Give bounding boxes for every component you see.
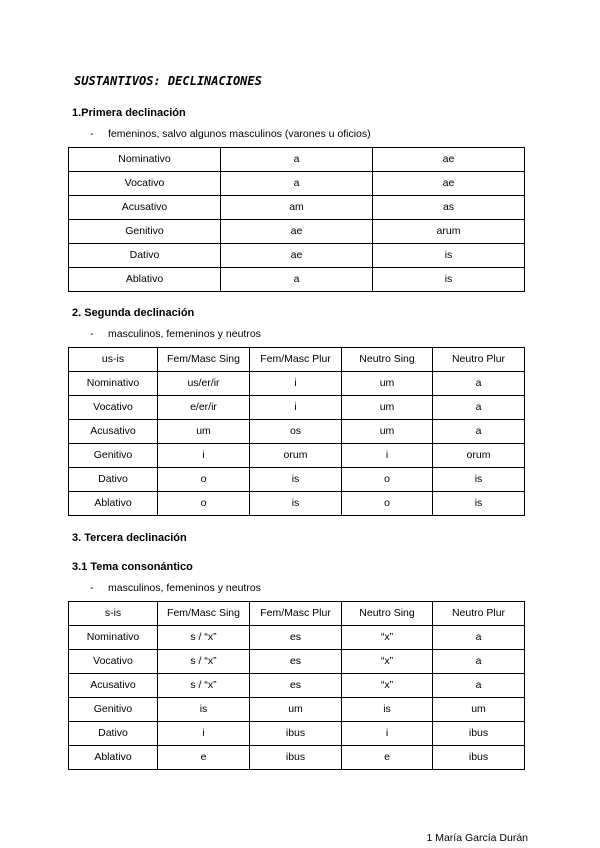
ending-cell: es <box>250 674 342 698</box>
ending-cell: orum <box>433 444 525 468</box>
case-name-cell: Dativo <box>69 244 221 268</box>
ending-cell: is <box>433 468 525 492</box>
column-header: Fem/Masc Sing <box>158 602 250 626</box>
ending-cell: “x” <box>342 626 433 650</box>
ending-cell: i <box>342 722 433 746</box>
ending-cell: es <box>250 626 342 650</box>
ending-cell: is <box>250 468 342 492</box>
table-header-row <box>69 602 525 626</box>
ending-cell: es <box>250 650 342 674</box>
ending-cell: is <box>373 268 525 292</box>
column-header: Fem/Masc Plur <box>250 348 342 372</box>
ending-cell: am <box>221 196 373 220</box>
ending-cell: um <box>342 420 433 444</box>
ending-cell: um <box>342 372 433 396</box>
ending-cell: as <box>373 196 525 220</box>
ending-cell: o <box>158 492 250 516</box>
ending-cell: os <box>250 420 342 444</box>
ending-cell: ae <box>373 172 525 196</box>
table-row <box>69 372 525 396</box>
section-1-note <box>90 128 371 140</box>
ending-cell: “x” <box>342 674 433 698</box>
ending-cell: um <box>158 420 250 444</box>
ending-cell: a <box>433 396 525 420</box>
ending-cell: s / “x” <box>158 674 250 698</box>
ending-cell: “x” <box>342 650 433 674</box>
ending-cell: is <box>158 698 250 722</box>
section-2-heading: 2. Segunda declinación <box>72 307 195 319</box>
ending-cell: us/er/ir <box>158 372 250 396</box>
table-row <box>69 220 525 244</box>
ending-cell: o <box>158 468 250 492</box>
bullet-dash: - <box>90 582 94 594</box>
table-row <box>69 444 525 468</box>
second-declension-table <box>68 347 525 516</box>
ending-cell: e/er/ir <box>158 396 250 420</box>
ending-cell: ibus <box>433 746 525 770</box>
ending-cell: arum <box>373 220 525 244</box>
table-header-row <box>69 348 525 372</box>
table-row <box>69 148 525 172</box>
bullet-dash: - <box>90 128 94 140</box>
ending-cell: a <box>433 372 525 396</box>
ending-cell: i <box>158 444 250 468</box>
second-declension-body <box>69 348 525 516</box>
table-row <box>69 626 525 650</box>
document-title: SUSTANTIVOS: DECLINACIONES <box>74 74 262 88</box>
ending-cell: ae <box>221 220 373 244</box>
section-1-note-text: femeninos, salvo algunos masculinos (varones u oficios) <box>108 128 371 140</box>
third-declension-body <box>69 602 525 770</box>
case-name-cell: Dativo <box>69 722 158 746</box>
ending-cell: a <box>433 420 525 444</box>
case-name-cell: Ablativo <box>69 492 158 516</box>
bullet-dash: - <box>90 328 94 340</box>
ending-cell: ibus <box>433 722 525 746</box>
case-name-cell: Nominativo <box>69 148 221 172</box>
ending-cell: is <box>250 492 342 516</box>
ending-cell: ibus <box>250 722 342 746</box>
case-name-cell: Acusativo <box>69 196 221 220</box>
case-name-cell: Acusativo <box>69 420 158 444</box>
ending-cell: a <box>221 268 373 292</box>
case-name-cell: Ablativo <box>69 746 158 770</box>
case-name-cell: Vocativo <box>69 396 158 420</box>
ending-cell: ae <box>221 244 373 268</box>
section-3-note <box>90 582 261 594</box>
table-row <box>69 492 525 516</box>
case-name-cell: Vocativo <box>69 650 158 674</box>
ending-cell: a <box>221 172 373 196</box>
case-name-cell: Nominativo <box>69 626 158 650</box>
ending-cell: e <box>158 746 250 770</box>
ending-cell: a <box>221 148 373 172</box>
case-name-cell: Genitivo <box>69 444 158 468</box>
case-name-cell: Genitivo <box>69 698 158 722</box>
section-1-heading: 1.Primera declinación <box>72 107 186 119</box>
page-footer: 1 María García Durán <box>426 832 528 844</box>
section-3-heading: 3. Tercera declinación <box>72 532 187 544</box>
column-header: Neutro Plur <box>433 602 525 626</box>
table-row <box>69 674 525 698</box>
case-name-cell: Ablativo <box>69 268 221 292</box>
ending-cell: o <box>342 492 433 516</box>
ending-cell: a <box>433 626 525 650</box>
column-header: Neutro Sing <box>342 348 433 372</box>
table-row <box>69 172 525 196</box>
case-name-cell: Genitivo <box>69 220 221 244</box>
third-declension-table <box>68 601 525 770</box>
ending-cell: i <box>342 444 433 468</box>
table-row <box>69 268 525 292</box>
ending-cell: i <box>158 722 250 746</box>
table-row <box>69 196 525 220</box>
case-name-cell: Nominativo <box>69 372 158 396</box>
case-name-cell: Vocativo <box>69 172 221 196</box>
column-header: us-is <box>69 348 158 372</box>
section-2-note-text: masculinos, femeninos y neutros <box>108 328 261 340</box>
ending-cell: o <box>342 468 433 492</box>
table-row <box>69 468 525 492</box>
ending-cell: ibus <box>250 746 342 770</box>
table-row <box>69 698 525 722</box>
column-header: Fem/Masc Sing <box>158 348 250 372</box>
case-name-cell: Acusativo <box>69 674 158 698</box>
first-declension-table <box>68 147 525 292</box>
section-3-note-text: masculinos, femeninos y neutros <box>108 582 261 594</box>
ending-cell: um <box>433 698 525 722</box>
ending-cell: um <box>250 698 342 722</box>
ending-cell: is <box>342 698 433 722</box>
table-row <box>69 396 525 420</box>
ending-cell: i <box>250 372 342 396</box>
ending-cell: is <box>433 492 525 516</box>
column-header: s-is <box>69 602 158 626</box>
case-name-cell: Dativo <box>69 468 158 492</box>
ending-cell: e <box>342 746 433 770</box>
table-row <box>69 650 525 674</box>
ending-cell: a <box>433 650 525 674</box>
ending-cell: ae <box>373 148 525 172</box>
column-header: Neutro Plur <box>433 348 525 372</box>
table-row <box>69 722 525 746</box>
ending-cell: a <box>433 674 525 698</box>
ending-cell: i <box>250 396 342 420</box>
ending-cell: is <box>373 244 525 268</box>
table-row <box>69 420 525 444</box>
table-row <box>69 244 525 268</box>
column-header: Fem/Masc Plur <box>250 602 342 626</box>
section-2-note <box>90 328 261 340</box>
column-header: Neutro Sing <box>342 602 433 626</box>
table-row <box>69 746 525 770</box>
ending-cell: s / “x” <box>158 650 250 674</box>
first-declension-body <box>69 148 525 292</box>
ending-cell: s / “x” <box>158 626 250 650</box>
ending-cell: um <box>342 396 433 420</box>
ending-cell: orum <box>250 444 342 468</box>
section-3-1-heading: 3.1 Tema consonántico <box>72 561 193 573</box>
